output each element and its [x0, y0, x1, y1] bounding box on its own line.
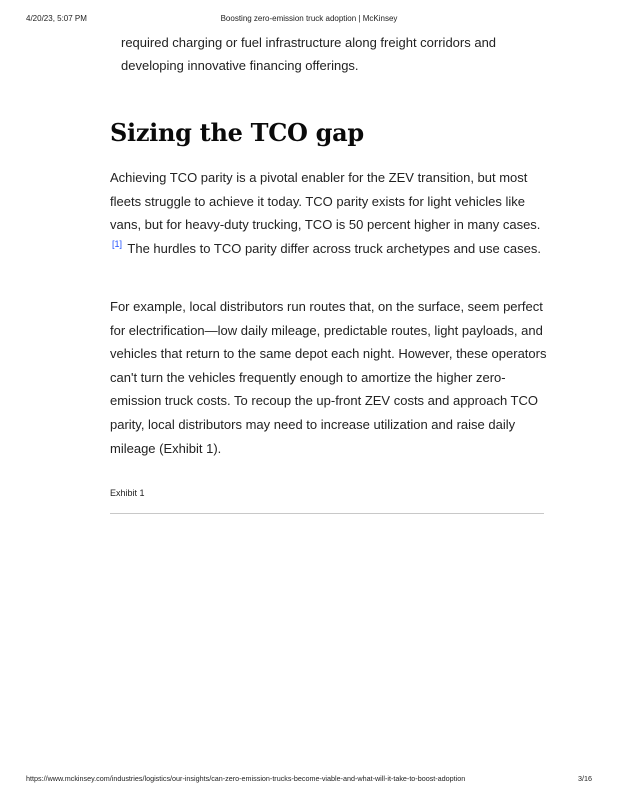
footnote-link[interactable]: [1]	[112, 239, 123, 250]
paragraph-1-text: Achieving TCO parity is a pivotal enabler for the ZEV transition, but most fleets struggle to achieve it today. TCO parity exists for light vehicles like vans, but for heavy-duty trucking, TCO is 50 percent higher in many cases.	[110, 170, 541, 233]
print-date: 4/20/23, 5:07 PM	[26, 14, 87, 23]
page-url[interactable]: https://www.mckinsey.com/industries/logistics/our-insights/can-zero-emission-trucks-become-viable-and-what-will-it-take-to-boost-adoption	[26, 774, 466, 783]
exhibit-divider	[110, 513, 544, 514]
continued-paragraph: required charging or fuel infrastructure along freight corridors and developing innovative financing offerings.	[121, 35, 497, 73]
exhibit-label: Exhibit 1	[110, 488, 145, 498]
paragraph-1-continued: The hurdles to TCO parity differ across truck archetypes and use cases.	[127, 240, 541, 256]
document-title: Boosting zero-emission truck adoption | McKinsey	[220, 14, 398, 23]
print-footer	[26, 774, 592, 786]
body-paragraph-2: For example, local distributors run routes that, on the surface, seem perfect for electrification—low daily mileage, predictable routes, light payloads, and vehicles that return to the same depot each night. However, these operators can't turn the vehicles frequently enough to amortize the higher zero-emission truck costs. To recoup the up-front ZEV costs and approach TCO parity, local distributors may need to increase utilization and raise daily mileage (Exhibit 1).	[110, 299, 547, 456]
body-paragraph-1	[110, 166, 550, 260]
section-heading: Sizing the TCO gap	[110, 118, 364, 147]
page-number: 3/16	[578, 774, 592, 783]
print-header	[26, 14, 592, 28]
